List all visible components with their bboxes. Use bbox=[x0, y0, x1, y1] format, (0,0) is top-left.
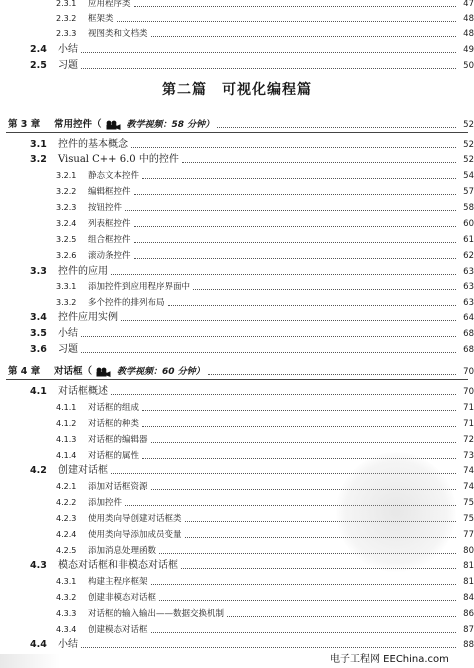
leader-dots bbox=[81, 51, 456, 53]
leader-dots bbox=[142, 177, 456, 179]
toc-entry: 3.2.4 列表框控件 60 bbox=[56, 219, 474, 229]
leader-dots bbox=[182, 161, 456, 163]
chapter-heading: 第 4 章 对话框（ 教学视频：60 分钟） 70 bbox=[8, 366, 474, 377]
toc-entry: 4.1.4 对话框的属性 73 bbox=[56, 451, 474, 461]
toc-entry: 2.4 小结 49 bbox=[30, 44, 474, 55]
toc-entry: 2.5 习题 50 bbox=[30, 60, 474, 71]
chapter-rule bbox=[6, 379, 468, 380]
leader-dots bbox=[193, 288, 456, 290]
toc-entry: 4.1.1 对话框的组成 71 bbox=[56, 403, 474, 413]
leader-dots bbox=[81, 67, 456, 69]
toc-entry: 3.5 小结 68 bbox=[30, 328, 474, 339]
leader-dots bbox=[168, 304, 456, 306]
leader-dots bbox=[134, 193, 456, 195]
toc-entry: 4.3.4 创建模态对话框 87 bbox=[56, 625, 474, 635]
toc-entry: 4.2.3 使用类向导创建对话框类 75 bbox=[56, 514, 474, 524]
footer-credit: 电子工程网 EEChina.com bbox=[330, 654, 449, 665]
toc-entry: 3.2.5 组合框控件 61 bbox=[56, 235, 474, 245]
toc-entry: 3.2 Visual C++ 6.0 中的控件 52 bbox=[30, 154, 474, 165]
leader-dots bbox=[142, 409, 456, 411]
part-title: 第二篇 可视化编程篇 bbox=[162, 82, 312, 98]
chapter-heading: 第 3 章 常用控件（ 教学视频：58 分钟） 52 bbox=[8, 119, 474, 130]
leader-dots bbox=[121, 319, 456, 321]
video-camera-icon bbox=[95, 367, 111, 378]
leader-dots bbox=[227, 615, 456, 617]
leader-dots bbox=[134, 257, 456, 259]
scan-edge bbox=[0, 654, 60, 668]
leader-dots bbox=[111, 393, 456, 395]
toc-entry: 3.2.3 按钮控件 58 bbox=[56, 203, 474, 213]
toc-entry: 3.3 控件的应用 63 bbox=[30, 266, 474, 277]
leader-dots bbox=[159, 599, 456, 601]
toc-entry: 4.1.2 对话框的种类 71 bbox=[56, 419, 474, 429]
video-camera-icon bbox=[105, 120, 121, 131]
toc-entry: 4.2.5 添加消息处理函数 80 bbox=[56, 546, 474, 556]
leader-dots bbox=[134, 5, 456, 7]
leader-dots bbox=[81, 335, 456, 337]
toc-entry: 2.3.1 应用程序类 47 bbox=[56, 0, 474, 9]
leader-dots bbox=[151, 631, 456, 633]
toc-entry: 2.3.2 框架类 48 bbox=[56, 14, 474, 24]
leader-dots bbox=[151, 583, 456, 585]
toc-entry: 3.2.1 静态文本控件 54 bbox=[56, 171, 474, 181]
leader-dots bbox=[125, 209, 456, 211]
toc-entry: 4.2 创建对话框 74 bbox=[30, 465, 474, 476]
leader-dots bbox=[111, 273, 456, 275]
leader-dots bbox=[131, 146, 456, 148]
toc-entry: 4.3.1 构建主程序框架 81 bbox=[56, 577, 474, 587]
leader-dots bbox=[134, 225, 456, 227]
toc-entry: 4.3 模态对话框和非模态对话框 81 bbox=[30, 560, 474, 571]
toc-entry: 3.2.2 编辑框控件 57 bbox=[56, 187, 474, 197]
toc-entry: 3.6 习题 68 bbox=[30, 344, 474, 355]
toc-entry: 3.2.6 滚动条控件 62 bbox=[56, 251, 474, 261]
leader-dots bbox=[117, 20, 456, 22]
leader-dots bbox=[151, 35, 456, 37]
toc-entry: 4.1 对话框概述 70 bbox=[30, 386, 474, 397]
toc-entry: 4.4 小结 88 bbox=[30, 639, 474, 650]
toc-entry: 4.2.4 使用类向导添加成员变量 77 bbox=[56, 530, 474, 540]
watermark-seal bbox=[336, 452, 456, 572]
toc-entry: 3.1 控件的基本概念 52 bbox=[30, 139, 474, 150]
leader-dots bbox=[134, 241, 456, 243]
toc-entry: 4.1.3 对话框的编辑器 72 bbox=[56, 435, 474, 445]
toc-entry: 4.2.1 添加对话框资源 74 bbox=[56, 482, 474, 492]
leader-dots bbox=[81, 646, 456, 648]
leader-dots bbox=[81, 351, 456, 353]
toc-entry: 4.3.3 对话框的输入输出——数据交换机制 86 bbox=[56, 609, 474, 619]
toc-entry: 3.3.2 多个控件的排列布局 63 bbox=[56, 298, 474, 308]
toc-entry: 4.3.2 创建非模态对话框 84 bbox=[56, 593, 474, 603]
leader-dots bbox=[142, 425, 456, 427]
toc-entry: 3.3.1 添加控件到应用程序界面中 63 bbox=[56, 282, 474, 292]
leader-dots bbox=[208, 373, 456, 375]
leader-dots bbox=[151, 441, 456, 443]
chapter-rule bbox=[6, 132, 468, 133]
toc-entry: 3.4 控件应用实例 64 bbox=[30, 312, 474, 323]
toc-entry: 2.3.3 视图类和文档类 48 bbox=[56, 29, 474, 39]
toc-entry: 4.2.2 添加控件 75 bbox=[56, 498, 474, 508]
leader-dots bbox=[217, 126, 456, 128]
